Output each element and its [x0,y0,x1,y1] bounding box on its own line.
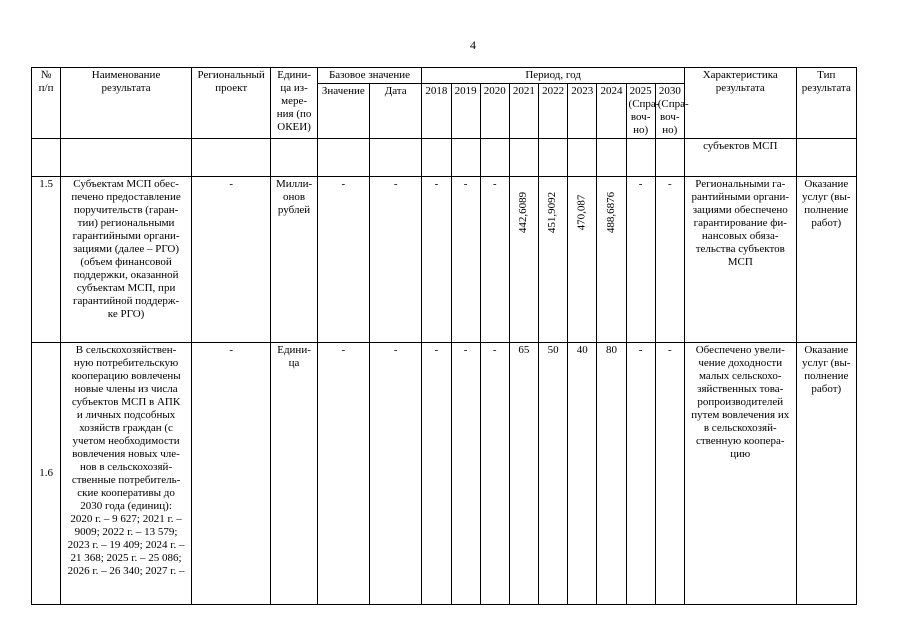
row-year-value: 442,6089 [517,191,530,233]
header-period: Период, год [422,68,685,84]
row-year-value: - [422,343,451,605]
header-year: 2022 [539,84,568,139]
header-year: 2023 [568,84,597,139]
table-row [32,177,857,343]
row-year-value-vertical [509,177,538,343]
row-year-2025: - [626,177,655,343]
row-year-value: 50 [539,343,568,605]
header-regional-project: Региональный проект [191,68,270,139]
row-year-value: - [480,177,509,343]
row-year-2025: - [626,343,655,605]
header-year-2025: 2025 (Спра- воч- но) [626,84,655,139]
header-base-value-date: Дата [370,84,422,139]
row-base-value: - [317,177,369,343]
row-type: Оказание услуг (вы- полнение работ) [796,343,856,605]
row-characteristic: Региональными га- рантийными органи- зациями обеспечено гарантирование фи- нансовых обяза- тельства субъектов МСП [684,177,796,343]
table-row [32,343,857,605]
row-year-value: - [422,177,451,343]
row-characteristic: Обеспечено увели- чение доходности малых сельскохо- зяйственных това- ропроизводителей путем вовлечения их в сельскохозяй- ственную коопера- цию [684,343,796,605]
row-year-value: 488,6876 [604,191,617,233]
row-year-2030: - [655,177,684,343]
page-number: 4 [470,38,476,52]
row-year-value-vertical [597,177,626,343]
header-name: Наименование результата [61,68,192,139]
row-base-date: - [370,343,422,605]
header-base-value-value: Значение [317,84,369,139]
results-table [31,67,857,605]
header-characteristic: Характеристика результата [684,68,796,139]
row-year-value: - [480,343,509,605]
header-year: 2024 [597,84,626,139]
header-num: № п/п [32,68,61,139]
row-regional-project: - [191,343,270,605]
row-year-value: - [451,177,480,343]
row-year-2030: - [655,343,684,605]
row-year-value-vertical [568,177,597,343]
row-type: Оказание услуг (вы- полнение работ) [796,177,856,343]
row-base-date: - [370,177,422,343]
header-year: 2021 [509,84,538,139]
header-type: Тип результата [796,68,856,139]
carry-characteristic: субъектов МСП [684,139,796,177]
row-year-value: 65 [509,343,538,605]
row-unit: Милли- онов рублей [271,177,317,343]
header-unit: Едини- ца из- мере- ния (по ОКЕИ) [271,68,317,139]
row-year-value: - [451,343,480,605]
row-num: 1.6 [32,343,61,605]
row-year-value: 451,9092 [546,191,559,233]
row-unit: Едини- ца [271,343,317,605]
row-name: В сельскохозяйствен- ную потребительскую кооперацию вовлечены новые члены из числа субъектов МСП в АПК и личных подсобных хозяйств граждан (с учетом необходимости вовлечения новых чле- нов в сельскохозяй- ственные потребитель- ские кооперативы до 2030 года (единиц): 2020 г. – 9 627; 2021 г. – 9009; 2022 г. – 13 579; 2023 г. – 19 409; 2024 г. – 21 368; 2025 г. – 25 086; 2026 г. – 26 340; 2027 г. – [61,343,192,605]
header-year-2030: 2030 (Спра- воч- но) [655,84,684,139]
header-base-value: Базовое значение [317,68,422,84]
row-year-value: 40 [568,343,597,605]
header-year: 2019 [451,84,480,139]
row-regional-project: - [191,177,270,343]
row-year-value: 470,087 [575,194,588,230]
row-base-value: - [317,343,369,605]
header-year: 2020 [480,84,509,139]
row-year-value-vertical [539,177,568,343]
row-num: 1.5 [32,177,61,343]
header-year: 2018 [422,84,451,139]
row-year-value: 80 [597,343,626,605]
row-name: Субъектам МСП обес- печено предоставление поручительств (гаран- тии) региональными гарантийными органи- зациями (далее – РГО) (объем финансовой поддержки, оказанной субъектам МСП, при гарантийной поддерж- ке РГО) [61,177,192,343]
